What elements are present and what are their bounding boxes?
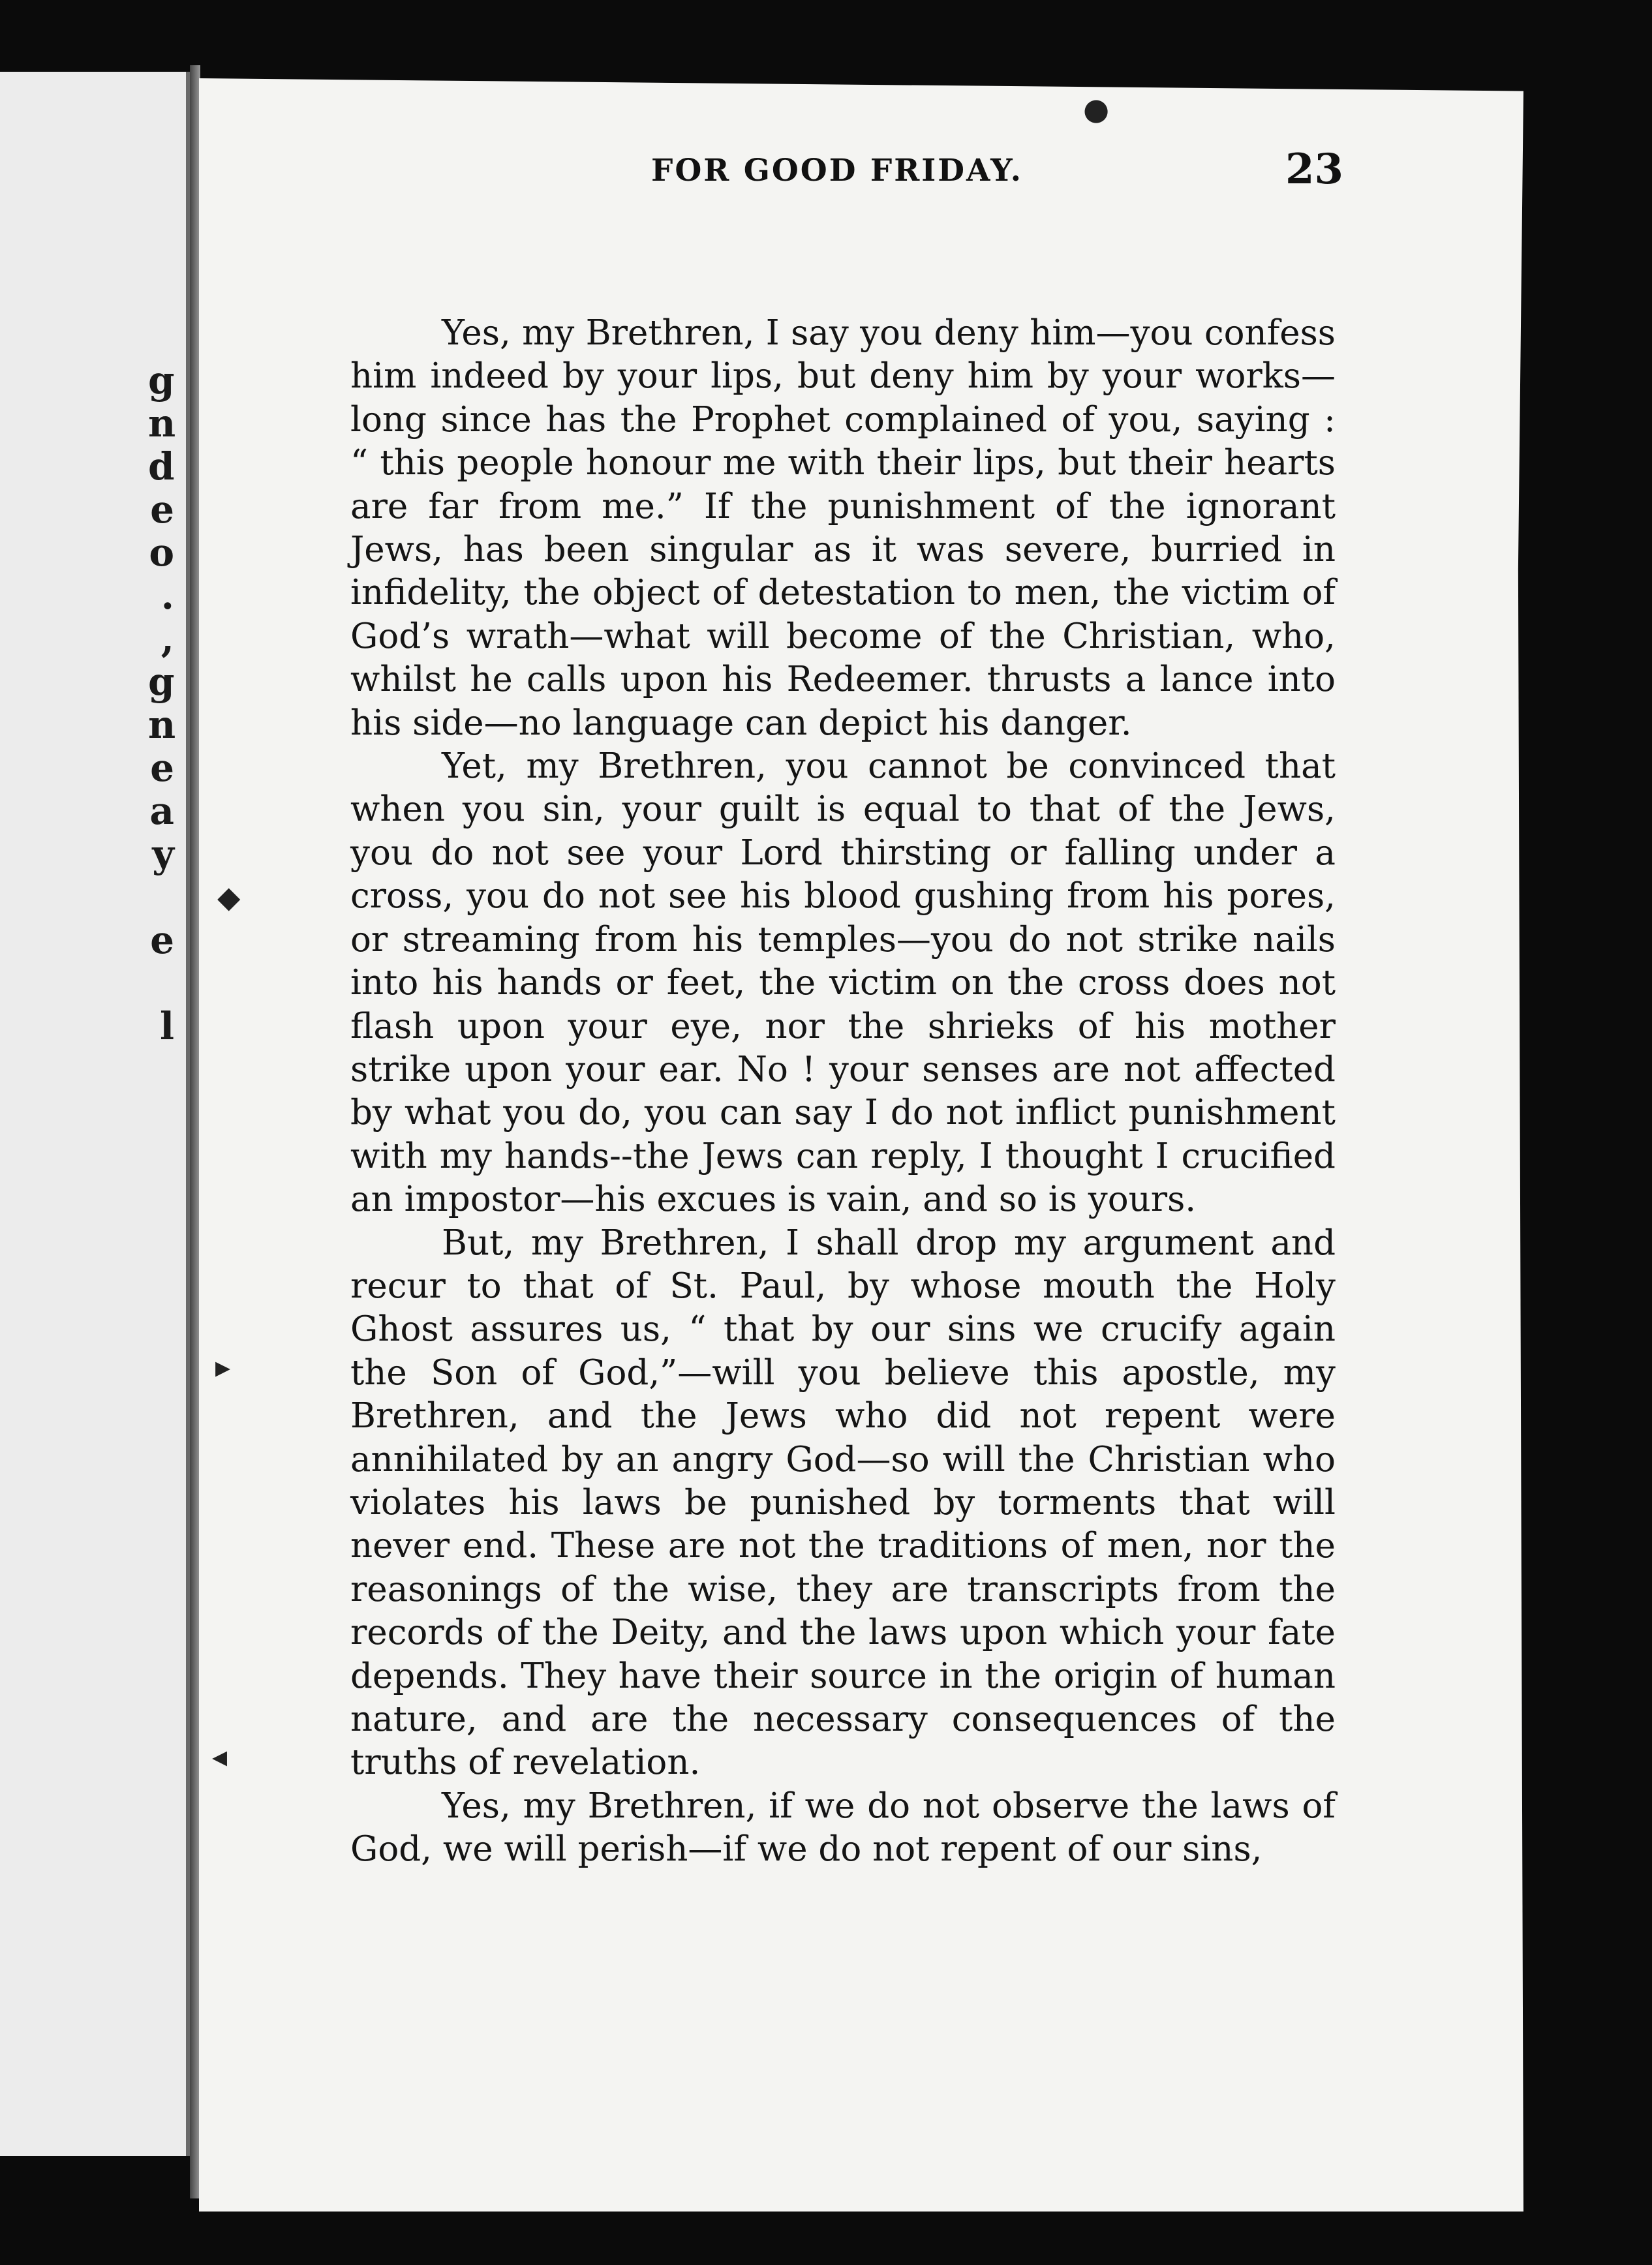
edge-letter: g (148, 358, 175, 403)
book-gutter (190, 65, 200, 2198)
left-page-edge-letters (148, 359, 174, 1048)
paragraph: Yes, my Brethren, if we do not observe the laws of God, we will perish—if we do not repent of our sins, (350, 1786, 1336, 1870)
page-number: 23 (1285, 145, 1343, 194)
edge-letter: . (161, 573, 174, 618)
edge-letter: l (159, 1004, 174, 1048)
edge-letter: y (152, 832, 174, 876)
running-head (199, 145, 1341, 204)
page-speck: ● (1083, 91, 1110, 127)
edge-letter: g (148, 660, 175, 704)
edge-letter: e (150, 487, 174, 532)
running-title: FOR GOOD FRIDAY. (651, 153, 1024, 189)
edge-letter: a (149, 789, 174, 833)
edge-letter (148, 962, 174, 1005)
margin-speck: ▸ (215, 1349, 231, 1384)
edge-letter: n (148, 401, 176, 446)
edge-letter: , (161, 616, 174, 661)
paragraph: Yet, my Brethren, you cannot be convinced that when you sin, your guilt is equal to that of the Jews, you do not see your Lord thirsting or falling under a cross, you do not see his blood gushing from his pores, or streaming from his temples—you do not strike nails into his hands or feet, the victim on the cross does not flash upon your eye, nor the shrieks of his mother strike upon your ear. No ! your senses are not affected by what you do, you can say I do not inflict punishment with my hands--the Jews can reply, I thought I crucified an impostor—his excues is vain, and so is yours. (350, 746, 1336, 1220)
paragraph: But, my Brethren, I shall drop my argument and recur to that of St. Paul, by whose mouth the Holy Ghost assures us, “ that by our sins we crucify again the Son of God,”—will you believe this apostle, my Brethren, and the Jews who did not repent were annihilated by an angry God—so will the Christian who violates his laws be punished by torments that will never end. These are not the traditions of men, nor the reasonings of the wise, they are transcripts from the records of the Deity, and the laws upon which your fate depends. They have their source in the origin of human nature, and are the necessary consequences of the truths of revelation. (350, 1223, 1336, 1783)
page-body (350, 312, 1336, 1872)
edge-letter: n (148, 703, 176, 747)
edge-letter: e (150, 746, 174, 790)
left-page-edge (0, 72, 190, 2156)
margin-speck: ◂ (212, 1739, 228, 1774)
edge-letter: o (149, 530, 174, 575)
paragraph: Yes, my Brethren, I say you deny him—you confess him indeed by your lips, but deny him by your works—long since has the Prophet complained of you, saying : “ this people honour me with their lips, but their hearts are far from me.” If the punishment of the ignorant Jews, has been singular as it was severe, burried in infidelity, the object of detestation to men, the victim of God’s wrath—what will become of the Christian, who, whilst he calls upon his Redeemer. thrusts a lance into his side—no language can depict his danger. (350, 313, 1336, 743)
edge-letter: d (148, 444, 175, 489)
margin-speck: ◆ (217, 879, 241, 915)
edge-letter: e (150, 918, 174, 962)
edge-letter (148, 875, 174, 919)
